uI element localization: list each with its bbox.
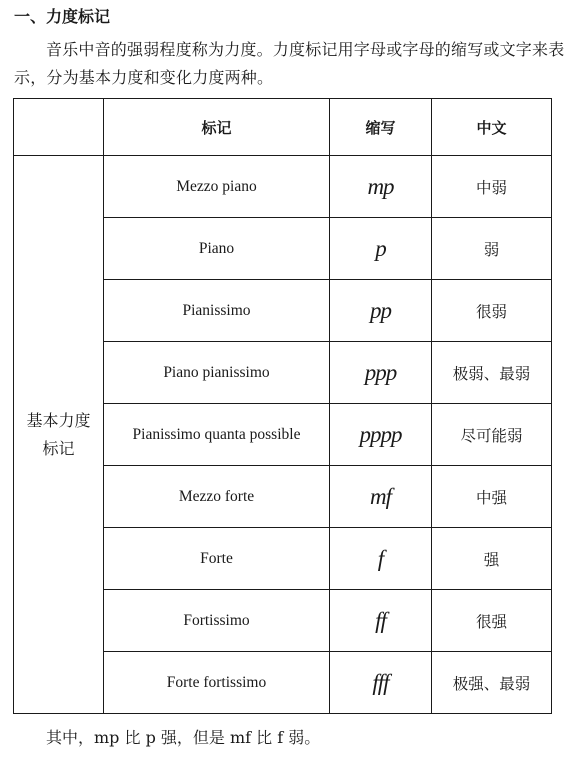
- footer-note: 其中，mp 比 p 强，但是 mf 比 f 弱。: [46, 728, 321, 747]
- marking-chinese: 很强: [432, 590, 552, 652]
- marking-abbr: ff: [330, 590, 432, 652]
- marking-chinese: 极强、最弱: [432, 652, 552, 714]
- header-marking: 标记: [104, 99, 330, 156]
- marking-abbr: mp: [330, 156, 432, 218]
- header-chinese: 中文: [432, 99, 552, 156]
- marking-abbr: p: [330, 218, 432, 280]
- table-row: [14, 156, 552, 218]
- header-empty: [14, 99, 104, 156]
- marking-name: Mezzo piano: [104, 156, 330, 218]
- marking-name: Forte: [104, 528, 330, 590]
- marking-chinese: 中强: [432, 466, 552, 528]
- marking-name: Piano pianissimo: [104, 342, 330, 404]
- marking-name: Mezzo forte: [104, 466, 330, 528]
- header-abbreviation: 缩写: [330, 99, 432, 156]
- marking-chinese: 中弱: [432, 156, 552, 218]
- table-header-row: [14, 99, 552, 156]
- group-label: 基本力度标记: [26, 410, 91, 458]
- marking-chinese: 强: [432, 528, 552, 590]
- dynamics-table: [13, 98, 552, 714]
- table-body: [14, 156, 552, 714]
- marking-abbr: pp: [330, 280, 432, 342]
- marking-chinese: 弱: [432, 218, 552, 280]
- marking-abbr: pppp: [330, 404, 432, 466]
- intro-paragraph: 音乐中音的强弱程度称为力度。力度标记用字母或字母的缩写或文字来表示，分为基本力度和变化力度两种。: [14, 40, 565, 87]
- marking-chinese: 很弱: [432, 280, 552, 342]
- marking-name: Piano: [104, 218, 330, 280]
- marking-chinese: 极弱、最弱: [432, 342, 552, 404]
- marking-name: Fortissimo: [104, 590, 330, 652]
- marking-abbr: ppp: [330, 342, 432, 404]
- marking-abbr: mf: [330, 466, 432, 528]
- marking-name: Forte fortissimo: [104, 652, 330, 714]
- section-heading: 一、力度标记: [14, 7, 111, 26]
- group-label-cell: [14, 156, 104, 714]
- marking-abbr: f: [330, 528, 432, 590]
- marking-chinese: 尽可能弱: [432, 404, 552, 466]
- marking-name: Pianissimo quanta possible: [104, 404, 330, 466]
- marking-name: Pianissimo: [104, 280, 330, 342]
- marking-abbr: fff: [330, 652, 432, 714]
